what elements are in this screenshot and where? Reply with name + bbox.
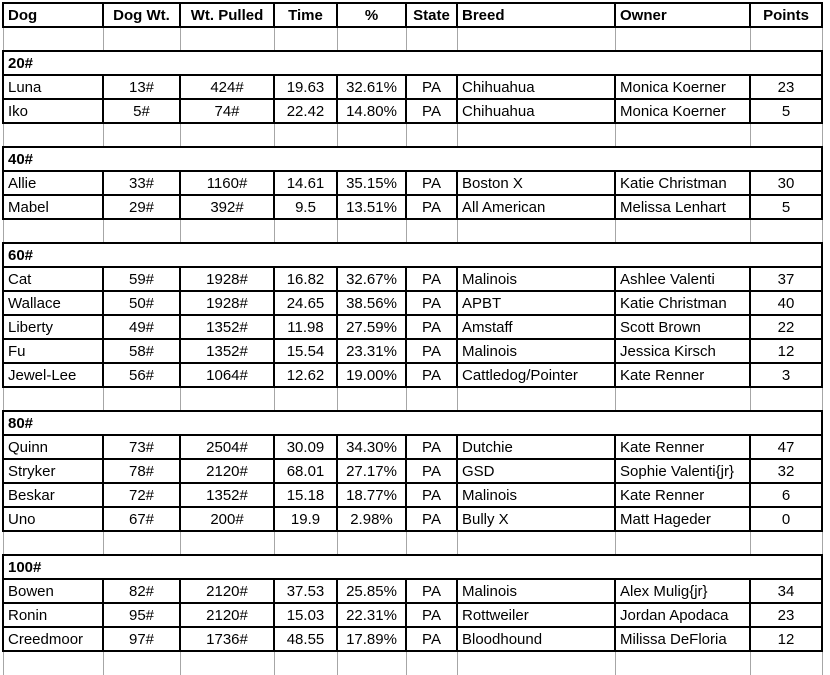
empty-cell	[457, 123, 615, 147]
cell-state: PA	[406, 579, 457, 603]
cell-dog-wt: 50#	[103, 291, 180, 315]
table-row	[3, 507, 822, 531]
cell-dog-wt: 59#	[103, 267, 180, 291]
cell-owner: Kate Renner	[615, 363, 750, 387]
cell-breed: Malinois	[457, 267, 615, 291]
cell-: 19.00%	[337, 363, 406, 387]
cell-breed: Chihuahua	[457, 99, 615, 123]
empty-cell	[337, 651, 406, 675]
cell-dog: Allie	[3, 171, 103, 195]
table-row	[3, 315, 822, 339]
section-label: 100#	[3, 555, 822, 579]
cell-wt-pulled: 1352#	[180, 339, 274, 363]
cell-time: 16.82	[274, 267, 337, 291]
spacer-row	[3, 387, 822, 411]
cell-state: PA	[406, 483, 457, 507]
cell-: 27.59%	[337, 315, 406, 339]
header-cell-time: Time	[274, 3, 337, 27]
cell-breed: Malinois	[457, 339, 615, 363]
cell-points: 47	[750, 435, 822, 459]
cell-wt-pulled: 392#	[180, 195, 274, 219]
empty-cell	[750, 27, 822, 51]
cell-breed: Cattledog/Pointer	[457, 363, 615, 387]
table-row	[3, 459, 822, 483]
table-row	[3, 579, 822, 603]
cell-points: 32	[750, 459, 822, 483]
empty-cell	[406, 27, 457, 51]
cell-owner: Melissa Lenhart	[615, 195, 750, 219]
empty-cell	[615, 123, 750, 147]
table-row	[3, 435, 822, 459]
empty-cell	[3, 123, 103, 147]
cell-state: PA	[406, 363, 457, 387]
cell-wt-pulled: 1928#	[180, 291, 274, 315]
section-row-20	[3, 51, 822, 75]
cell-dog: Beskar	[3, 483, 103, 507]
cell-wt-pulled: 74#	[180, 99, 274, 123]
cell-time: 11.98	[274, 315, 337, 339]
cell-points: 3	[750, 363, 822, 387]
cell-time: 37.53	[274, 579, 337, 603]
empty-cell	[457, 387, 615, 411]
cell-owner: Kate Renner	[615, 483, 750, 507]
cell-time: 15.18	[274, 483, 337, 507]
empty-cell	[180, 531, 274, 555]
cell-: 35.15%	[337, 171, 406, 195]
empty-cell	[337, 27, 406, 51]
cell-points: 12	[750, 627, 822, 651]
cell-points: 12	[750, 339, 822, 363]
cell-time: 15.03	[274, 603, 337, 627]
cell-state: PA	[406, 267, 457, 291]
section-row-100	[3, 555, 822, 579]
cell-time: 9.5	[274, 195, 337, 219]
empty-cell	[180, 27, 274, 51]
cell-points: 30	[750, 171, 822, 195]
cell-dog-wt: 97#	[103, 627, 180, 651]
section-label: 60#	[3, 243, 822, 267]
cell-: 22.31%	[337, 603, 406, 627]
cell-dog-wt: 82#	[103, 579, 180, 603]
cell-: 32.61%	[337, 75, 406, 99]
cell-dog-wt: 13#	[103, 75, 180, 99]
empty-cell	[180, 123, 274, 147]
empty-cell	[103, 219, 180, 243]
cell-dog: Creedmoor	[3, 627, 103, 651]
header-cell-state: State	[406, 3, 457, 27]
cell-breed: Amstaff	[457, 315, 615, 339]
results-table	[2, 2, 823, 675]
cell-owner: Ashlee Valenti	[615, 267, 750, 291]
cell-time: 19.9	[274, 507, 337, 531]
empty-cell	[180, 219, 274, 243]
empty-cell	[3, 651, 103, 675]
cell-state: PA	[406, 171, 457, 195]
cell-time: 15.54	[274, 339, 337, 363]
cell-wt-pulled: 1064#	[180, 363, 274, 387]
empty-cell	[3, 27, 103, 51]
cell-dog: Quinn	[3, 435, 103, 459]
empty-cell	[3, 531, 103, 555]
cell-owner: Katie Christman	[615, 171, 750, 195]
table-row	[3, 171, 822, 195]
cell-: 18.77%	[337, 483, 406, 507]
cell-dog: Fu	[3, 339, 103, 363]
empty-cell	[615, 651, 750, 675]
cell-dog-wt: 33#	[103, 171, 180, 195]
cell-wt-pulled: 1928#	[180, 267, 274, 291]
empty-cell	[750, 651, 822, 675]
cell-owner: Monica Koerner	[615, 75, 750, 99]
section-row-80	[3, 411, 822, 435]
cell-owner: Kate Renner	[615, 435, 750, 459]
header-row	[3, 3, 822, 27]
cell-dog: Cat	[3, 267, 103, 291]
cell-points: 5	[750, 99, 822, 123]
cell-: 13.51%	[337, 195, 406, 219]
cell-dog: Mabel	[3, 195, 103, 219]
cell-dog: Jewel-Lee	[3, 363, 103, 387]
spacer-row	[3, 651, 822, 675]
table-row	[3, 339, 822, 363]
empty-cell	[103, 531, 180, 555]
table-row	[3, 99, 822, 123]
header-cell-owner: Owner	[615, 3, 750, 27]
empty-cell	[615, 27, 750, 51]
cell-points: 23	[750, 75, 822, 99]
cell-dog-wt: 78#	[103, 459, 180, 483]
cell-wt-pulled: 1352#	[180, 315, 274, 339]
cell-state: PA	[406, 507, 457, 531]
cell-wt-pulled: 2120#	[180, 603, 274, 627]
cell-time: 19.63	[274, 75, 337, 99]
empty-cell	[103, 27, 180, 51]
header-cell-dog-wt: Dog Wt.	[103, 3, 180, 27]
cell-: 27.17%	[337, 459, 406, 483]
cell-breed: Bloodhound	[457, 627, 615, 651]
spacer-row	[3, 531, 822, 555]
empty-cell	[406, 387, 457, 411]
cell-wt-pulled: 1352#	[180, 483, 274, 507]
empty-cell	[457, 219, 615, 243]
spacer-row	[3, 123, 822, 147]
cell-wt-pulled: 200#	[180, 507, 274, 531]
header-cell-dog: Dog	[3, 3, 103, 27]
cell-: 38.56%	[337, 291, 406, 315]
cell-points: 37	[750, 267, 822, 291]
cell-dog-wt: 73#	[103, 435, 180, 459]
empty-cell	[615, 219, 750, 243]
empty-cell	[3, 387, 103, 411]
cell-dog: Luna	[3, 75, 103, 99]
cell-dog-wt: 95#	[103, 603, 180, 627]
cell-time: 12.62	[274, 363, 337, 387]
table-row	[3, 291, 822, 315]
empty-cell	[750, 531, 822, 555]
empty-cell	[180, 651, 274, 675]
empty-cell	[406, 123, 457, 147]
cell-time: 14.61	[274, 171, 337, 195]
empty-cell	[615, 531, 750, 555]
cell-breed: All American	[457, 195, 615, 219]
table-row	[3, 195, 822, 219]
spacer-row	[3, 27, 822, 51]
cell-points: 34	[750, 579, 822, 603]
cell-: 25.85%	[337, 579, 406, 603]
cell-breed: Malinois	[457, 483, 615, 507]
cell-dog: Iko	[3, 99, 103, 123]
cell-: 34.30%	[337, 435, 406, 459]
empty-cell	[274, 387, 337, 411]
cell-time: 48.55	[274, 627, 337, 651]
empty-cell	[615, 387, 750, 411]
cell-owner: Scott Brown	[615, 315, 750, 339]
empty-cell	[274, 27, 337, 51]
cell-wt-pulled: 2120#	[180, 579, 274, 603]
cell-points: 0	[750, 507, 822, 531]
empty-cell	[274, 531, 337, 555]
cell-state: PA	[406, 291, 457, 315]
cell-time: 22.42	[274, 99, 337, 123]
section-label: 40#	[3, 147, 822, 171]
cell-breed: Rottweiler	[457, 603, 615, 627]
cell-state: PA	[406, 315, 457, 339]
cell-dog: Liberty	[3, 315, 103, 339]
section-row-40	[3, 147, 822, 171]
cell-dog: Wallace	[3, 291, 103, 315]
cell-breed: GSD	[457, 459, 615, 483]
cell-points: 22	[750, 315, 822, 339]
empty-cell	[274, 123, 337, 147]
header-cell-points: Points	[750, 3, 822, 27]
section-row-60	[3, 243, 822, 267]
empty-cell	[274, 219, 337, 243]
empty-cell	[457, 651, 615, 675]
empty-cell	[103, 387, 180, 411]
cell-dog-wt: 29#	[103, 195, 180, 219]
empty-cell	[103, 651, 180, 675]
cell-wt-pulled: 2504#	[180, 435, 274, 459]
cell-dog: Ronin	[3, 603, 103, 627]
empty-cell	[750, 123, 822, 147]
cell-points: 5	[750, 195, 822, 219]
table-row	[3, 363, 822, 387]
cell-dog: Stryker	[3, 459, 103, 483]
empty-cell	[3, 219, 103, 243]
cell-time: 30.09	[274, 435, 337, 459]
cell-points: 23	[750, 603, 822, 627]
cell-dog: Uno	[3, 507, 103, 531]
empty-cell	[103, 123, 180, 147]
cell-breed: Dutchie	[457, 435, 615, 459]
cell-points: 6	[750, 483, 822, 507]
empty-cell	[406, 651, 457, 675]
cell-: 14.80%	[337, 99, 406, 123]
cell-dog-wt: 72#	[103, 483, 180, 507]
cell-state: PA	[406, 603, 457, 627]
header-cell-wt-pulled: Wt. Pulled	[180, 3, 274, 27]
cell-breed: Chihuahua	[457, 75, 615, 99]
cell-state: PA	[406, 435, 457, 459]
cell-dog-wt: 5#	[103, 99, 180, 123]
table-row	[3, 483, 822, 507]
empty-cell	[457, 27, 615, 51]
cell-state: PA	[406, 195, 457, 219]
cell-owner: Jessica Kirsch	[615, 339, 750, 363]
cell-wt-pulled: 1160#	[180, 171, 274, 195]
cell-wt-pulled: 424#	[180, 75, 274, 99]
section-label: 20#	[3, 51, 822, 75]
cell-time: 24.65	[274, 291, 337, 315]
empty-cell	[180, 387, 274, 411]
cell-dog-wt: 49#	[103, 315, 180, 339]
empty-cell	[406, 219, 457, 243]
cell-wt-pulled: 1736#	[180, 627, 274, 651]
empty-cell	[337, 531, 406, 555]
cell-owner: Alex Mulig{jr}	[615, 579, 750, 603]
cell-: 17.89%	[337, 627, 406, 651]
cell-owner: Sophie Valenti{jr}	[615, 459, 750, 483]
cell-dog-wt: 58#	[103, 339, 180, 363]
empty-cell	[337, 123, 406, 147]
section-label: 80#	[3, 411, 822, 435]
cell-: 23.31%	[337, 339, 406, 363]
header-cell-: %	[337, 3, 406, 27]
table-row	[3, 603, 822, 627]
empty-cell	[750, 219, 822, 243]
cell-breed: Bully X	[457, 507, 615, 531]
cell-state: PA	[406, 99, 457, 123]
empty-cell	[750, 387, 822, 411]
cell-state: PA	[406, 627, 457, 651]
cell-state: PA	[406, 339, 457, 363]
table-row	[3, 267, 822, 291]
table-row	[3, 75, 822, 99]
cell-points: 40	[750, 291, 822, 315]
cell-dog-wt: 56#	[103, 363, 180, 387]
empty-cell	[274, 651, 337, 675]
cell-: 32.67%	[337, 267, 406, 291]
cell-state: PA	[406, 459, 457, 483]
cell-owner: Katie Christman	[615, 291, 750, 315]
cell-owner: Milissa DeFloria	[615, 627, 750, 651]
cell-breed: APBT	[457, 291, 615, 315]
cell-time: 68.01	[274, 459, 337, 483]
cell-: 2.98%	[337, 507, 406, 531]
table-row	[3, 627, 822, 651]
cell-owner: Monica Koerner	[615, 99, 750, 123]
cell-state: PA	[406, 75, 457, 99]
cell-breed: Malinois	[457, 579, 615, 603]
empty-cell	[457, 531, 615, 555]
empty-cell	[337, 219, 406, 243]
cell-breed: Boston X	[457, 171, 615, 195]
cell-owner: Matt Hageder	[615, 507, 750, 531]
empty-cell	[337, 387, 406, 411]
spacer-row	[3, 219, 822, 243]
header-cell-breed: Breed	[457, 3, 615, 27]
cell-owner: Jordan Apodaca	[615, 603, 750, 627]
empty-cell	[406, 531, 457, 555]
cell-dog: Bowen	[3, 579, 103, 603]
cell-wt-pulled: 2120#	[180, 459, 274, 483]
cell-dog-wt: 67#	[103, 507, 180, 531]
